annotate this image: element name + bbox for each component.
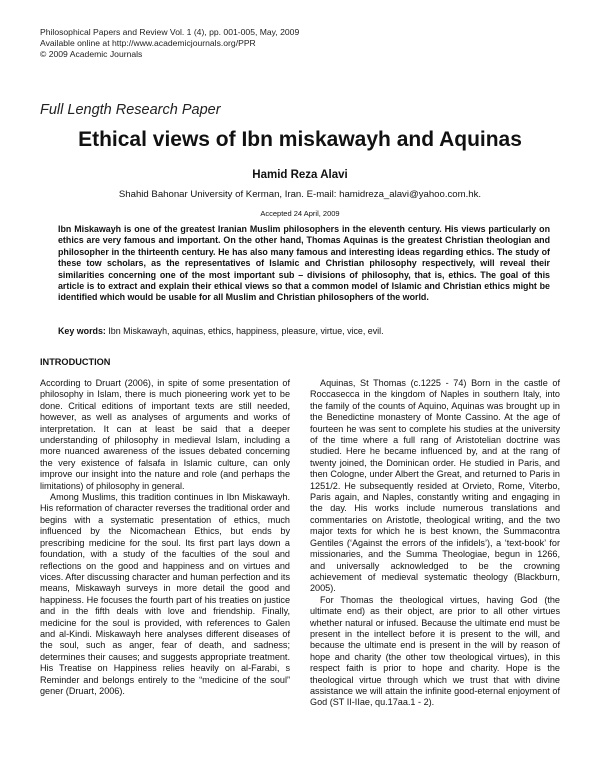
keywords-label: Key words: — [58, 326, 106, 336]
paragraph: For Thomas the theological virtues, having God (the ultimate end) as their object, are prior to all other virtues whether natural or infused. Because the ultimate end must be present in the intellect before it is present to the will, and because the ultimate end is present in the will by reason of hope and charity (the other tow theological virtues), in this respect faith is prior to hope and charity. Hope is the theological virtue through which we trust that with divine assistance we will attain the infinite good-eternal enjoyment of God (ST II-IIae, qu.17aa.1 - 2). — [310, 594, 560, 708]
journal-url: Available online at http://www.academicjournals.org/PPR — [40, 38, 256, 48]
section-heading-introduction: INTRODUCTION — [40, 357, 111, 367]
paper-type: Full Length Research Paper — [40, 102, 221, 118]
abstract: Ibn Miskawayh is one of the greatest Iranian Muslim philosophers in the eleventh century. His views particularly on ethics are very famous and important. On the other hand, Thomas Aquinas is the greatest Christian theologian and philosopher in the thirteenth century. He has also many famous and interesting ideas regarding ethics. The study of these tow scholars, as the representatives of Islamic and Christian philosophy respectively, will reveal their similarities concerning one of the most important sub – divisions of philosophy, that is, ethics. The goal of this article is to extract and explain their ethical views so that a common model of Islamic and Christian ethics might be identified which would be usable for all Muslim and Christian philosophers of the world. — [58, 224, 550, 303]
author-affiliation: Shahid Bahonar University of Kerman, Iran. E-mail: hamidreza_alavi@yahoo.com.hk. — [118, 189, 482, 200]
accepted-date: Accepted 24 April, 2009 — [260, 209, 340, 218]
paragraph: Aquinas, St Thomas (c.1225 - 74) Born in the castle of Roccasecca in the kingdom of Naples in southern Italy, into the family of the counts of Aquino, Aquinas was brought up in the Benedictine monastery of Monte Cassino. At the age of fourteen he was sent to complete his studies at the university of the time where a full rang of Aristotelian doctrine was studied. Here he became influenced by, and at the rang of twenty joined, the Dominican order. He studied in Paris, and then Cologne, under Albert the Great, and returned to Paris in 1251/2. He subsequently resided at Orvieto, Rome, Viterbo, Paris again, and Naples, constantly writing and engaging in the day. His works include numerous translations and commentaries on Aristotle, theological writing, and the two major texts for which he is best known, the Summacontra Gentiles (‘Against the errors of the infidels’), a ‘text-book’ for missionaries, and the Summa Theologiae, begun in 1266, and universally acknowledged to be the crowning achievement of medieval systematic theology (Blackburn, 2005). — [310, 378, 560, 594]
journal-citation: Philosophical Papers and Review Vol. 1 (4), pp. 001-005, May, 2009 — [40, 27, 300, 37]
left-column — [40, 378, 290, 697]
right-column — [310, 378, 560, 709]
keywords — [58, 326, 550, 337]
journal-header — [40, 27, 299, 60]
paragraph: Among Muslims, this tradition continues in Ibn Miskawayh. His reformation of character reverses the traditional order and begins with a systematic presentation of ethics, much influenced by the Nicomachean Ethics, but ends by prescribing medicine for the soul. Its first part lays down a foundation, with a study of the faculties of the soul and reflections on the good and happiness and on virtues and vices. After discussing character and human perfection and its means, Miskawayh surveys in more detail the good and happiness. He focuses the fourth part of his treaties on justice and in the fifth deals with love and friendship. Finally, medicine for the soul is provided, with references to Galen and al-Kindi. Miskawayh here analyses different diseases of the soul, such as anger, fear of death, and sadness; determines their causes; and suggests appropriate treatment. His Treatise on Happiness relies heavily on al-Farabi, s Reminder and belongs entirely to the “medicine of the soul” gener (Druart, 2006). — [40, 492, 290, 696]
keywords-text: Ibn Miskawayh, aquinas, ethics, happiness, pleasure, virtue, vice, evil. — [108, 326, 384, 336]
paper-title: Ethical views of Ibn miskawayh and Aquinas — [78, 128, 522, 151]
author-name: Hamid Reza Alavi — [252, 169, 348, 181]
journal-copyright: © 2009 Academic Journals — [40, 49, 143, 59]
paragraph: According to Druart (2006), in spite of some presentation of philosophy in Islam, there is much pioneering work yet to be done. Critical editions of important texts are still needed, however, as well as analyses of arguments and works of interpretation. It can at least be said that a deeper understanding of philosophy in medieval Islam, including a more nuanced awareness of the issues debated concerning the very existence of falsafa in Islamic culture, can only improve our insight into the nature and role (and perhaps the limitations) of philosophy in general. — [40, 378, 290, 491]
